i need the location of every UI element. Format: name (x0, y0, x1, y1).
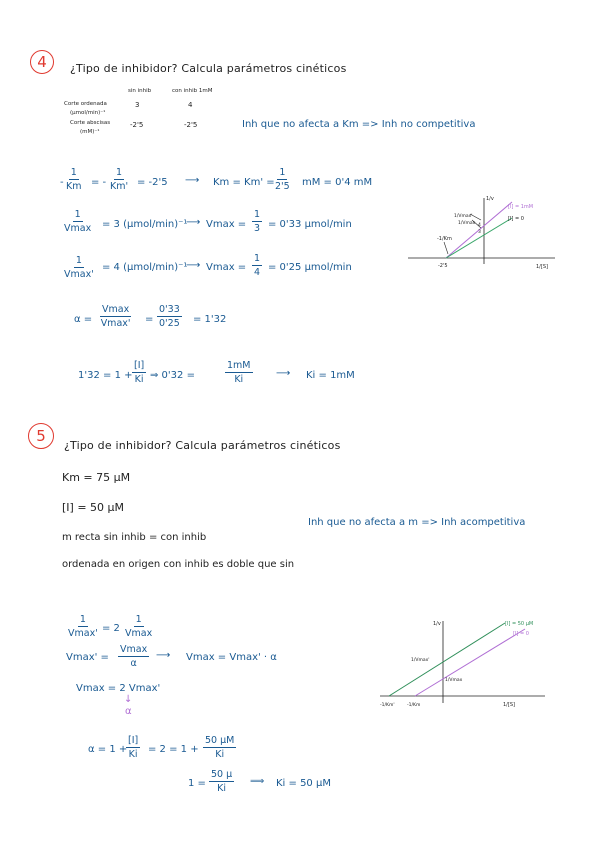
graph5-legend-inh: [I] = 50 μM (505, 621, 534, 627)
eq3-result-a: Vmax = (206, 262, 247, 273)
table-row2-unit: (mM)⁻¹ (80, 129, 100, 135)
graph5-line-inh (389, 623, 505, 696)
table-col-con-inhib: con inhib 1mM (172, 88, 213, 94)
eq2-arrow: ⟶ (186, 217, 201, 228)
s5-eq4-mid: = 2 = 1 + (148, 744, 199, 755)
eq4-frac-values: $\frac{0'33}{0'25}$ (159, 304, 180, 329)
s5-eq1-frac-vmax: 1 Vmax (125, 614, 153, 639)
graph5-label-vmax: 1/Vmax (445, 678, 463, 683)
eq4-lhs: α = (74, 314, 93, 325)
eq1-frac-km: $\frac{1}{Km}$ (66, 167, 82, 192)
s5-eq5-result: Ki = 50 μM (276, 778, 331, 789)
eq3-mid: = 4 (μmol/min)⁻¹ (102, 262, 188, 273)
eq1-arrow: ⟶ (185, 175, 200, 186)
graph4-label-vmax-inh: 1/Vmax' (454, 214, 473, 219)
s5-eq5-lhs: 1 = (188, 778, 206, 789)
graph4-arrow-km (444, 242, 448, 254)
eq5-frac-ki: $\frac{1mM}{Ki}$ (227, 360, 251, 385)
table-row2-value2: -2'5 (184, 121, 198, 129)
graph4-legend-inh: [I] = 1mM (508, 204, 534, 210)
section-4-number: 4 (30, 50, 54, 74)
eq5-frac-i: $\frac{[I]}{Ki}$ (134, 360, 145, 385)
s5-eq2-lhs: Vmax' = (66, 652, 109, 663)
s5-eq5-arrow: ⟹ (250, 776, 265, 787)
graph4-label-km: -1/Km (437, 236, 452, 242)
section-5-slope-note: m recta sin inhib = con inhib (62, 532, 207, 543)
graph5-x-label: 1/[S] (503, 702, 515, 708)
eq1-sign: - (60, 177, 64, 188)
section-5-title: ¿Tipo de inhibidor? Calcula parámetros cinéticos (64, 439, 341, 452)
graph4-y-label: 1/v (486, 196, 494, 202)
eq5-mid: ⇒ 0'32 = (150, 370, 195, 381)
graph5-label-km-inh: -1/Km' (380, 703, 395, 708)
table-row1-unit: (μmol/min)⁻¹ (70, 110, 106, 116)
s5-eq1-frac-vmaxp: 1 Vmax' (68, 614, 98, 639)
table-row2-label: Corte abscisas (70, 120, 111, 126)
s5-eq4-lhs: α = 1 + (88, 744, 128, 755)
eq4-eq: = (145, 314, 154, 325)
lineweaver-burk-graph-4 (400, 190, 560, 280)
section-5-conclusion: Inh que no afecta a m => Inh acompetitiva (308, 517, 526, 528)
eq3-arrow: ⟶ (186, 260, 201, 271)
eq1-tail: = -2'5 (137, 177, 168, 188)
section-4-title: ¿Tipo de inhibidor? Calcula parámetros cinéticos (70, 62, 347, 75)
eq4-frac-vmax: Vmax Vmax' (100, 304, 131, 329)
graph5-y-label: 1/v (433, 621, 441, 627)
s5-eq2-arrow: ⟶ (156, 650, 171, 661)
eq3-frac-result: $\frac{1}{4}$ (254, 253, 261, 278)
graph4-legend-no: [I] = 0 (508, 216, 524, 222)
eq2-mid: = 3 (μmol/min)⁻¹ (102, 219, 188, 230)
s5-eq3-arrow: ↓ (124, 694, 133, 705)
graph5-label-vmax-inh: 1/Vmax' (411, 658, 430, 663)
section-5-number: 5 (28, 423, 54, 449)
section-5-intercept-note: ordenada en origen con inhib es doble que sin (62, 559, 295, 570)
eq1-mid: = - (91, 177, 107, 188)
eq2-frac-vmax: 1 Vmax (64, 209, 92, 234)
s5-eq3-text: Vmax = 2 Vmax' (76, 683, 161, 694)
lineweaver-burk-graph-5 (375, 615, 550, 715)
table-col-sin-inhib: sin inhib (128, 88, 152, 94)
eq3-frac-vmaxp: 1 Vmax' (64, 255, 94, 280)
graph5-label-km: -1/Km (407, 703, 421, 708)
eq4-result: = 1'32 (193, 314, 227, 325)
s5-eq2-result: Vmax = Vmax' · α (186, 652, 277, 663)
eq5-arrow: ⟶ (276, 368, 291, 379)
table-row1-value1: 3 (135, 101, 140, 109)
section-5-km: Km = 75 μM (62, 471, 131, 484)
eq5-result: Ki = 1mM (306, 370, 355, 381)
table-row1-value2: 4 (188, 101, 193, 109)
eq1-result-b: mM = 0'4 mM (302, 177, 373, 188)
table-row1-label: Corte ordenada (64, 101, 107, 107)
graph4-x-label: 1/[S] (536, 264, 548, 270)
table-row2-value1: -2'5 (130, 121, 144, 129)
s5-eq4-frac-i: $\frac{[I]}{Ki}$ (128, 735, 139, 760)
eq3-result-b: = 0'25 μmol/min (268, 262, 352, 273)
s5-eq1-mid: = 2 (102, 623, 120, 634)
s5-eq4-frac-ki: $\frac{50 \mu M}{Ki}$ (205, 735, 235, 760)
graph4-x-intercept: -2'5 (438, 263, 448, 269)
graph5-line-no-inh (415, 629, 525, 696)
graph4-label-vmax: 1/Vmax (458, 221, 476, 226)
eq1-frac-result: $\frac{1}{2'5}$ (275, 167, 290, 192)
eq1-result-a: Km = Km' = (213, 177, 275, 188)
graph4-tick-4: 4 (478, 223, 481, 228)
graph4-tick-3: 3 (478, 230, 481, 235)
s5-eq5-frac: $\frac{50 \mu}{Ki}$ (211, 769, 233, 794)
s5-eq2-frac: Vmax α (120, 644, 148, 669)
graph5-legend-no: [I] = 0 (513, 631, 529, 637)
eq5-lhs: 1'32 = 1 + (78, 370, 133, 381)
section-5-inhibitor: [I] = 50 μM (62, 501, 125, 514)
s5-eq3-alpha: α (125, 706, 132, 717)
eq2-frac-result: $\frac{1}{3}$ (254, 209, 261, 234)
section-4-conclusion: Inh que no afecta a Km => Inh no competitiva (242, 119, 476, 130)
eq2-result-b: = 0'33 μmol/min (268, 219, 352, 230)
eq2-result-a: Vmax = (206, 219, 247, 230)
eq1-frac-kmp: $\frac{1}{Km'}$ (110, 167, 129, 192)
